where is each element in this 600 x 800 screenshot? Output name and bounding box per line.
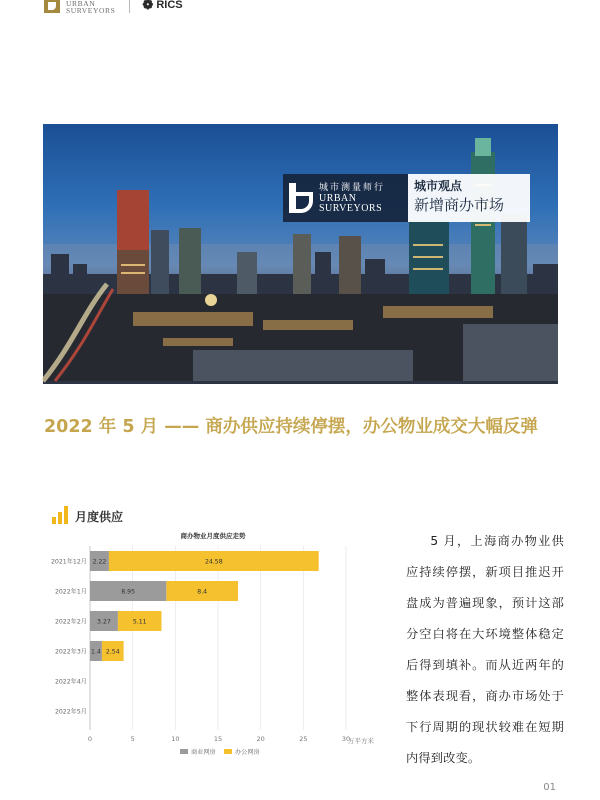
page-headline: 2022 年 5 月 —— 商办供应持续停摆，办公物业成交大幅反弹 (44, 417, 538, 437)
data-label: 5.11 (132, 618, 147, 626)
data-label: 8.4 (197, 588, 208, 596)
cityscape-banner (43, 124, 558, 381)
section-heading (52, 506, 123, 524)
banner-title-box (283, 174, 530, 222)
page-number: 01 (543, 782, 556, 793)
data-label: 1.4 (91, 648, 101, 656)
x-tick-label: 20 (256, 735, 265, 743)
x-tick-label: 25 (299, 735, 308, 743)
data-label: 2.22 (92, 558, 107, 566)
x-tick-label: 5 (130, 735, 135, 743)
urban-surveyors-wordmark: URBAN SURVEYORS (66, 0, 116, 15)
header-logos (44, 0, 183, 16)
urban-surveyors-emblem-icon (289, 183, 313, 213)
data-label: 8.95 (121, 588, 136, 596)
logo-divider (129, 0, 130, 13)
category-label: 2022年2月 (54, 618, 87, 626)
cityscape-image (43, 124, 558, 381)
legend-swatch (224, 749, 232, 754)
category-label: 2021年12月 (51, 558, 87, 566)
banner-topic (408, 174, 530, 222)
legend-label: 商业网房 (191, 749, 216, 756)
x-tick-label: 30 (341, 735, 351, 743)
body-paragraph: 5 月，上海商办物业供应持续停摆，新项目推迟开盘成为普遍现象，预计这部分空白将在大环境整体稳定后得到填补。而从近两年的整体表现看，商办市场处于下行周期的现状较难在短期内得到改变。 (406, 534, 564, 765)
legend-label: 办公网房 (235, 749, 260, 756)
category-label: 2022年3月 (54, 648, 87, 656)
x-tick-label: 15 (213, 735, 223, 743)
rics-emblem-icon: ❁ (142, 0, 154, 12)
legend-swatch (180, 749, 188, 754)
series-label: 城市观点 (414, 179, 463, 193)
x-tick-label: 0 (87, 735, 93, 743)
section-title: 月度供应 (75, 510, 124, 524)
monthly-supply-chart (38, 526, 374, 756)
banner-logo (283, 174, 408, 222)
data-label: 3.27 (97, 618, 111, 626)
urban-surveyors-logo-icon (44, 0, 60, 13)
chart-title: 商办物业月度供应走势 (180, 532, 246, 540)
category-label: 2022年5月 (54, 708, 87, 716)
data-label: 24.58 (204, 558, 223, 566)
x-tick-label: 10 (171, 735, 180, 743)
banner-logo-text: 城市测量师行 URBAN SURVEYORS (319, 183, 386, 214)
topic-title: 新增商办市场 (414, 196, 505, 214)
category-label: 2022年4月 (54, 678, 87, 686)
data-label: 2.54 (105, 648, 120, 656)
rics-logo: ❁ RICS (142, 0, 182, 13)
x-axis-unit: 万平方米 (348, 737, 374, 745)
category-label: 2022年1月 (54, 588, 87, 596)
bar-chart-icon (52, 506, 68, 524)
